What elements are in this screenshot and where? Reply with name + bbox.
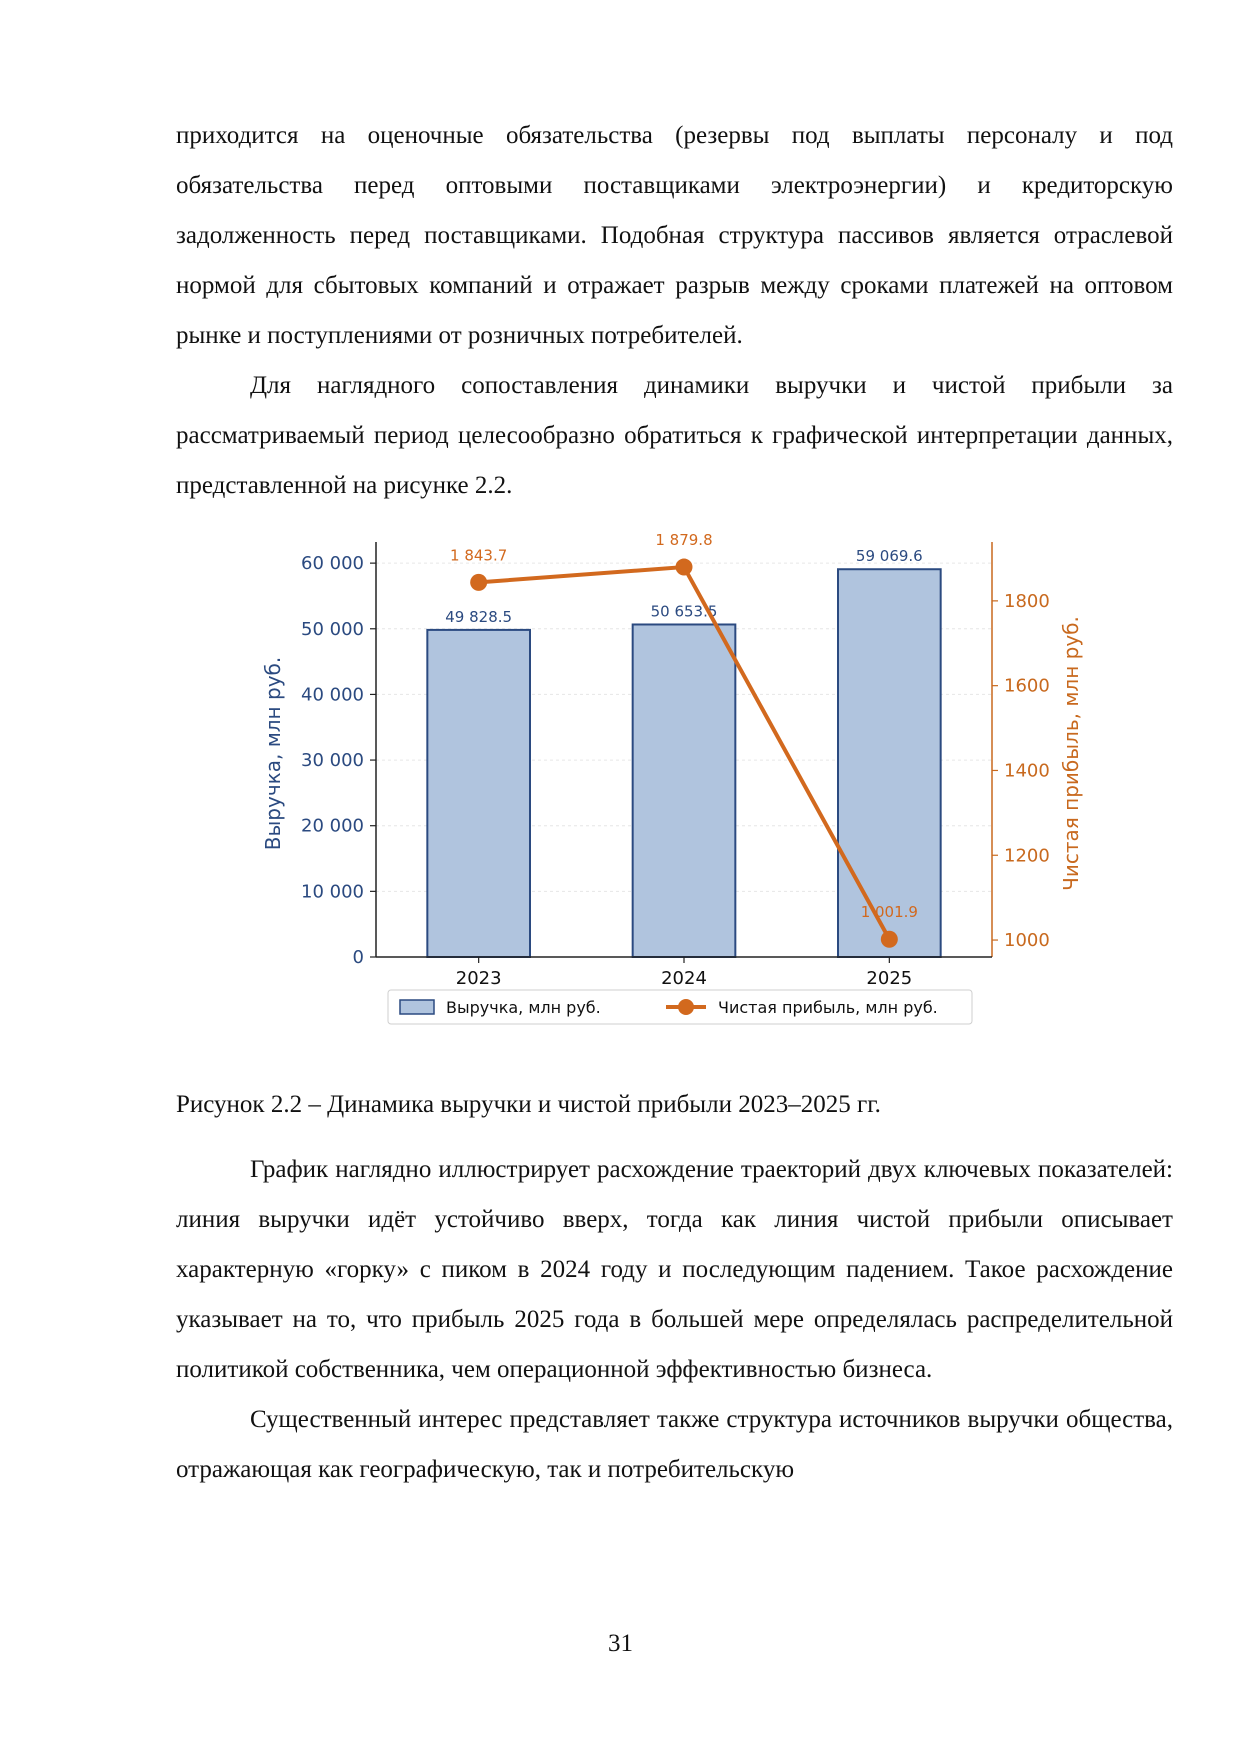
- right-tick-label: 1800: [1004, 590, 1050, 612]
- profit-data-label: 1 843.7: [450, 546, 508, 565]
- right-tick-label: 1200: [1004, 845, 1050, 867]
- left-tick-label: 50 000: [301, 618, 364, 640]
- legend-revenue-label: Выручка, млн руб.: [446, 998, 601, 1017]
- x-tick-label: 2024: [661, 968, 707, 989]
- left-tick-label: 10 000: [301, 881, 364, 903]
- legend-profit-marker: [678, 999, 694, 1015]
- profit-data-label: 1 879.8: [655, 531, 713, 550]
- body-text-top: [176, 111, 1173, 511]
- paragraph: Для наглядного сопоставления динамики выручки и чистой прибыли за рассматриваемый период целесообразно обратиться к графической интерпретации данных, представленной на рисунке 2.2.: [176, 372, 1173, 499]
- page-number: 31: [608, 1630, 633, 1657]
- right-tick-label: 1400: [1004, 760, 1050, 782]
- revenue-data-label: 49 828.5: [445, 607, 513, 626]
- legend-revenue-swatch: [400, 1000, 434, 1014]
- profit-data-label: 1 001.9: [860, 903, 918, 922]
- paragraph: Существенный интерес представляет также структура источников выручки общества, отражающая как географическую, так и потребительскую: [176, 1406, 1173, 1483]
- right-tick-label: 1000: [1004, 930, 1050, 952]
- x-tick-label: 2025: [866, 968, 913, 989]
- revenue-data-label: 59 069.6: [855, 547, 923, 566]
- revenue-bar: [838, 569, 941, 957]
- right-tick-label: 1600: [1004, 675, 1050, 697]
- figure-chart: [230, 531, 1083, 1070]
- revenue-bar: [427, 630, 530, 957]
- left-tick-label: 0: [352, 947, 364, 968]
- revenue-data-label: 50 653.5: [650, 602, 718, 621]
- left-tick-label: 40 000: [301, 684, 364, 706]
- left-axis-label: Выручка, млн руб.: [261, 656, 285, 851]
- legend-profit-label: Чистая прибыль, млн руб.: [718, 998, 938, 1017]
- right-axis-label: Чистая прибыль, млн руб.: [1059, 616, 1083, 891]
- profit-point: [470, 574, 487, 591]
- left-tick-label: 30 000: [301, 750, 364, 772]
- profit-point: [676, 559, 693, 576]
- left-tick-label: 60 000: [301, 553, 364, 575]
- revenue-bar: [633, 624, 736, 957]
- profit-point: [881, 931, 898, 948]
- revenue-profit-chart: [230, 531, 1083, 1070]
- paragraph: График наглядно иллюстрирует расхождение траекторий двух ключевых показателей: линия выручки идёт устойчиво вверх, тогда как линия чистой прибыли описывает характерную «горку» с пиком в 2024 году и последующим падением. Такое расхождение указывает на то, что прибыль 2025 года в большей мере определялась распределительной политикой собственника, чем операционной эффективностью бизнеса.: [176, 1156, 1173, 1383]
- figure-caption: Рисунок 2.2 – Динамика выручки и чистой прибыли 2023–2025 гг.: [176, 1091, 881, 1118]
- paragraph: приходится на оценочные обязательства (резервы под выплаты персоналу и под обязательства перед оптовыми поставщиками электроэнергии) и кредиторскую задолженность перед поставщиками. Подобная структура пассивов является отраслевой нормой для сбытовых компаний и отражает разрыв между сроками платежей на оптовом рынке и поступлениями от розничных потребителей.: [176, 122, 1173, 349]
- body-text-bottom: [176, 1145, 1173, 1495]
- left-tick-label: 20 000: [301, 815, 364, 837]
- x-tick-label: 2023: [455, 968, 502, 989]
